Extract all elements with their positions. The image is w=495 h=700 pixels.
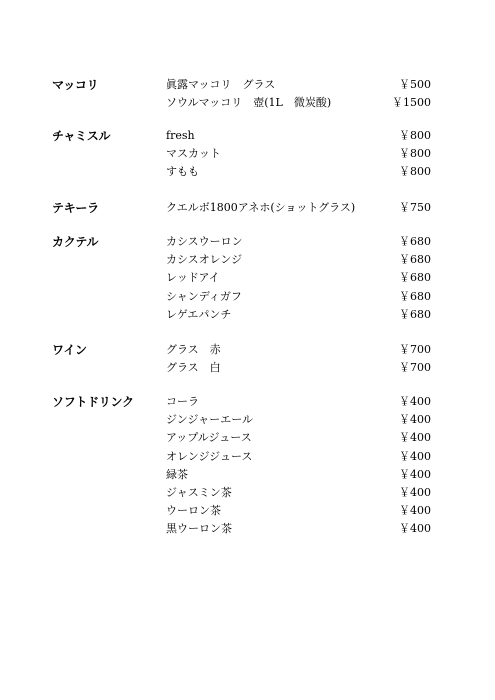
item-name: fresh [166,129,195,142]
item-price: ￥680 [399,253,431,267]
item-price: ￥680 [399,235,431,248]
list-item [0,520,495,538]
item-name: 緑茶 [166,467,188,481]
list-item [0,269,495,287]
item-list [0,233,495,324]
list-item [0,466,495,484]
item-name: カシスオレンジ [166,253,243,267]
item-price: ￥680 [399,307,431,321]
item-name: 眞露マッコリ グラス [166,78,276,91]
item-name: ソウルマッコリ 壺(1L 微炭酸) [166,96,332,110]
item-name: アップルジュース [166,431,252,445]
item-name: レゲエパンチ [166,307,232,321]
item-list [0,127,495,182]
item-price: ￥750 [399,201,431,214]
item-price: ￥400 [399,449,431,463]
list-item [0,251,495,269]
item-list [0,393,495,539]
list-item [0,163,495,181]
item-price: ￥800 [399,165,431,179]
item-price: ￥800 [399,147,431,161]
list-item [0,484,495,502]
item-price: ￥400 [399,467,431,481]
list-item [0,393,495,411]
category-heading: チャミスル [52,129,111,143]
list-item [0,288,495,306]
item-price: ￥1500 [392,96,431,110]
item-name: ウーロン茶 [166,504,221,518]
list-item [0,233,495,251]
category-heading: テキーラ [52,201,99,215]
item-price: ￥400 [399,504,431,518]
category-heading: ワイン [52,343,87,357]
item-price: ￥400 [399,522,431,536]
category-heading: カクテル [52,235,99,249]
item-price: ￥700 [399,361,431,375]
item-name: コーラ [166,395,199,408]
list-item [0,502,495,520]
item-price: ￥400 [399,413,431,427]
item-name: レッドアイ [166,271,220,285]
list-item [0,145,495,163]
item-name: 黒ウーロン茶 [166,522,232,536]
list-item [0,359,495,377]
item-name: ジンジャーエール [166,413,254,427]
list-item [0,76,495,94]
item-name: ジャスミン茶 [166,485,232,499]
item-name: グラス 赤 [166,343,221,356]
item-price: ￥400 [399,485,431,499]
item-name: クエルボ1800アネホ(ショットグラス) [166,201,356,214]
list-item [0,199,495,217]
category-heading: マッコリ [52,78,99,92]
item-name: シャンディガフ [166,289,242,303]
item-name: マスカット [166,147,221,161]
item-name: オレンジジュース [166,449,253,463]
item-price: ￥800 [399,129,431,142]
item-name: すもも [166,165,199,179]
item-price: ￥500 [399,78,431,91]
list-item [0,429,495,447]
item-price: ￥400 [399,395,431,408]
list-item [0,341,495,359]
item-list [0,76,495,112]
item-price: ￥680 [399,271,431,285]
list-item [0,306,495,324]
list-item [0,411,495,429]
list-item [0,127,495,145]
list-item [0,448,495,466]
category-heading: ソフトドリンク [52,395,134,409]
item-price: ￥400 [399,431,431,445]
item-price: ￥700 [399,343,431,356]
item-list [0,199,495,217]
item-name: カシスウーロン [166,235,243,248]
item-name: グラス 白 [166,361,221,375]
item-price: ￥680 [399,289,431,303]
item-list [0,341,495,377]
list-item [0,94,495,112]
